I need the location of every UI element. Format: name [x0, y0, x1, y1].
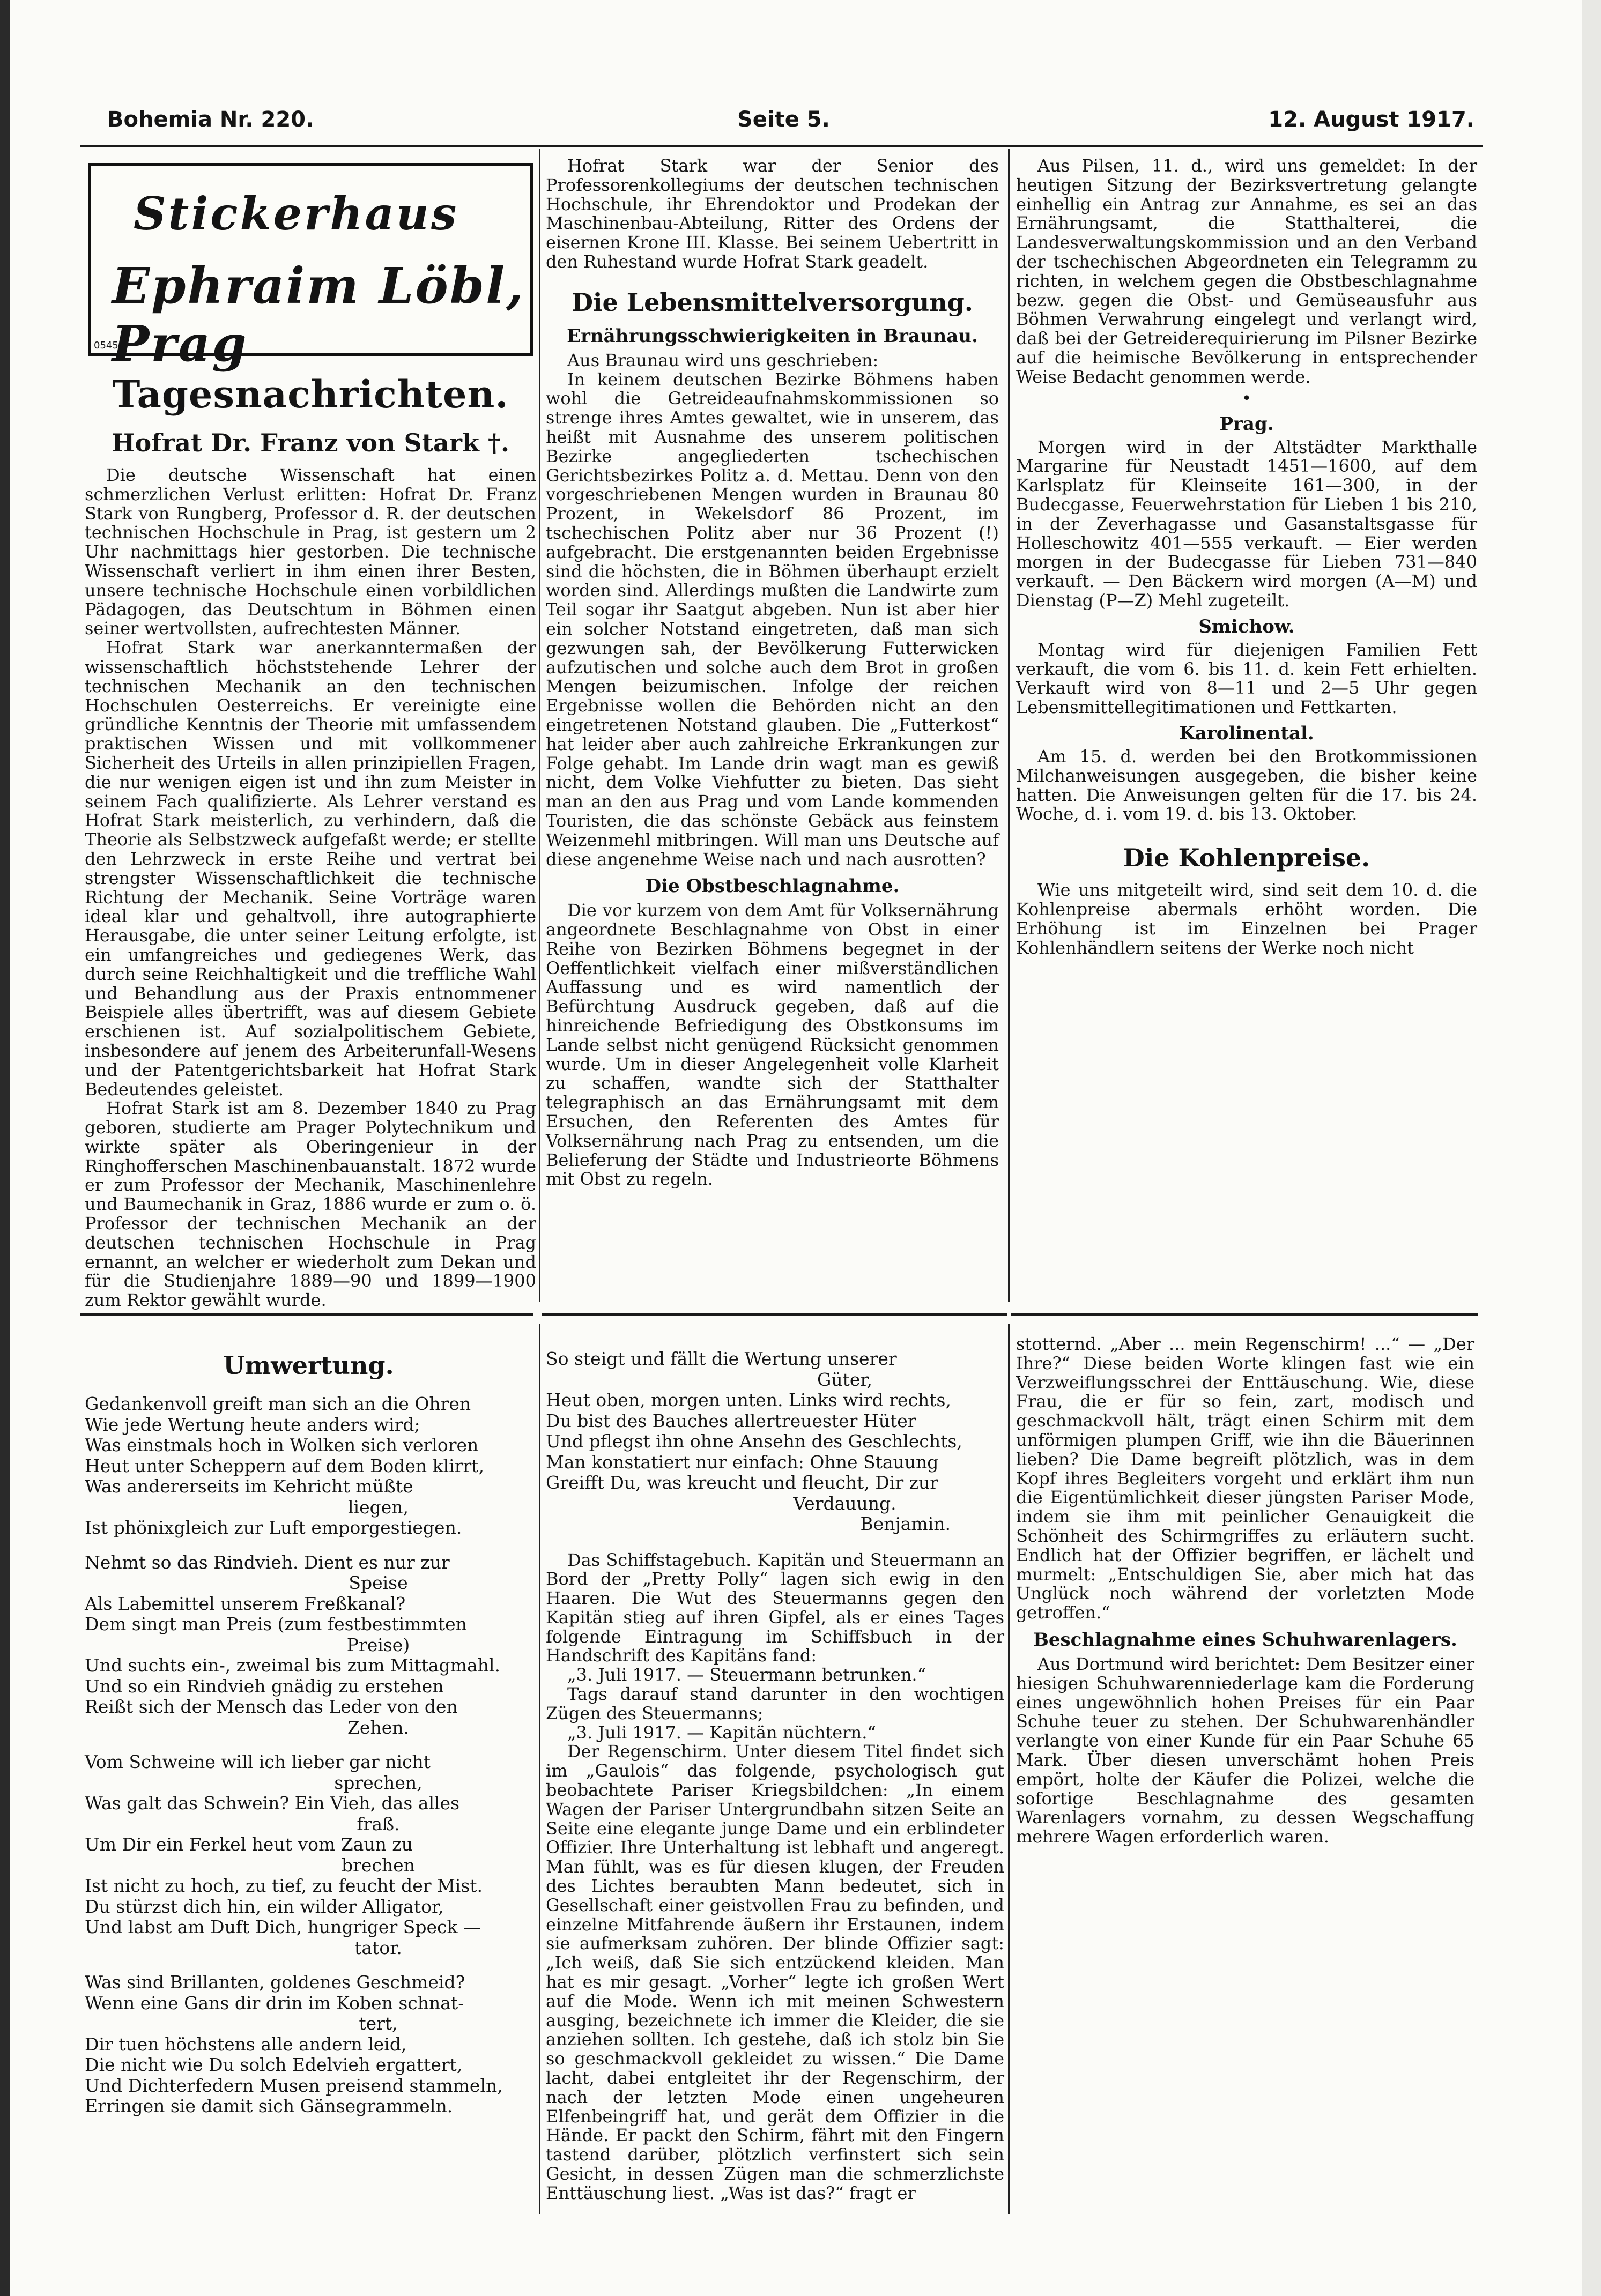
karolinental-heading: Karolinental.	[1179, 722, 1314, 744]
poem-line: Die nicht wie Du solch Edelvieh ergattert,	[85, 2054, 463, 2075]
poem-line: Greifft Du, was kreucht und fleucht, Dir zur	[546, 1472, 939, 1493]
kohlen-paragraph: Wie uns mitgeteilt wird, sind seit dem 10. d. die Kohlenpreise abermals erhöht worden. Die Erhöhung ist im Einzelnen bei Prager Kohlenhändlern seitens der Werke noch nicht	[1016, 880, 1477, 958]
schuh-paragraph: Aus Dortmund wird berichtet: Dem Besitzer einer hiesigen Schuhwarenniederlage kam die Forderung eines ungewöhnlich hohen Preises für ein Paar Schuhe teuer zu stehen. Der Schuhwarenhändler verlangte von einer Kunde für ein Paar Schuhe 65 Mark. Über diesen unverschämt hohen Preis empört, holte der Käufer die Polizei, welche die sofortige Beschlagnahme des gesamten Warenlagers vornahm, zu dessen Wegschaffung mehrere Wagen erforderlich waren.	[1016, 1653, 1474, 1847]
issue-date: 12. August 1917.	[1268, 107, 1474, 132]
schiff-quote-2: „3. Juli 1917. — Kapitän nüchtern.“	[567, 1722, 876, 1743]
pilsen-paragraph: Aus Pilsen, 11. d., wird uns gemeldet: In der heutigen Sitzung der Bezirksvertretung gelangte einhellig ein Antrag zur Annahme, es sei an das Ernährungsamt, die Statthalterei, die Landesverwaltungskommission und an den Verband der tschechischen Abgeordneten ein Telegramm zu richten, in welchem gegen die Obstbeschlagnahme bezw. gegen die Obst- und Gemüseausfuhr aus Böhmen Verwahrung eingelegt und verlangt wird, daß bei der Getreiderequirierung im Pilsner Bezirke auf die heimische Bevölkerung in entsprechender Weise Bedacht genommen werde.	[1016, 155, 1477, 387]
poem-line: Heut oben, morgen unten. Links wird rechts,	[546, 1390, 951, 1410]
poem-line: Güter,	[817, 1369, 873, 1390]
feuilleton-column-2	[546, 1335, 1004, 2214]
schuh-heading: Beschlagnahme eines Schuhwarenlagers.	[1033, 1629, 1457, 1651]
stark-paragraph-3: Hofrat Stark ist am 8. Dezember 1840 zu Prag geboren, studierte am Prager Polytechnikum und wirkte später als Oberingenieur in der Ringhofferschen Maschinenbauanstalt. 1872 wurde er zum Professor der Mechanik, Maschinenlehre und Baumechanik in Graz, 1886 wurde er zum o. ö. Professor der technischen Mechanik an der deutschen technischen Hochschule in Prag ernannt, an welcher er wiederholt zum Dekan und für die Studienjahre 1889—90 und 1899—1900 zum Rektor gewählt wurde.	[85, 1098, 536, 1311]
column-3	[1016, 157, 1477, 1293]
poem-line: Dir tuen höchstens alle andern leid,	[85, 2033, 407, 2055]
regenschirm-continuation-space	[1016, 1335, 1474, 1623]
poem-signature: Benjamin.	[860, 1513, 951, 1534]
poem-line: Ist nicht zu hoch, zu tief, zu feucht der Mist.	[85, 1875, 483, 1896]
section-title: Tagesnachrichten.	[112, 372, 509, 417]
poem-line: Was andererseits im Kehricht müßte	[85, 1476, 413, 1497]
poem	[85, 1394, 532, 2117]
poem-line: Du bist des Bauches allertreuester Hüter	[546, 1410, 916, 1431]
lebensmittel-subheadline: Ernährungsschwierigkeiten in Braunau.	[567, 325, 978, 347]
stark-headline: Hofrat Dr. Franz von Stark †.	[112, 428, 509, 457]
poem-line: Was galt das Schwein? Ein Vieh, das alles	[85, 1793, 460, 1814]
poem-line: Um Dir ein Ferkel heut vom Zaun zu	[85, 1834, 413, 1855]
schiff-paragraph-1: Das Schiffstagebuch. Kapitän und Steuermann an Bord der „Pretty Polly“ lagen sich ewig in den Haaren. Die Wut des Steuermanns gegen den Kapitän stieg auf ihren Gipfel, als er eines Tages folgende Eintragung im Schiffsbuch in der Handschrift des Kapitäns fand:	[546, 1549, 1004, 1666]
stark-paragraph-1: Die deutsche Wissenschaft hat einen schmerzlichen Verlust erlitten: Hofrat Dr. Franz Stark von Rungberg, Professor d. R. der deutschen technischen Hochschule in Prag, ist gestern um 2 Uhr nachmittags hier gestorben. Die technische Wissenschaft verliert in ihm einen ihrer Besten, unsere technische Hochschule einen vorbildlichen Pädagogen, das Deutschtum in Böhmen einen seiner wertvollsten, aufrechtesten Männer.	[85, 465, 536, 639]
poem-line: tert,	[359, 2013, 398, 2034]
poem-line: Wenn eine Gans dir drin im Koben schnat-	[85, 1992, 464, 2013]
smichow-heading: Smichow.	[1198, 615, 1295, 637]
column-1	[85, 157, 536, 1311]
poem-line: Du stürzst dich hin, ein wilder Alligator,	[85, 1896, 444, 1917]
poem-line: Preise)	[346, 1634, 410, 1655]
poem-line: brechen	[342, 1854, 415, 1876]
poem-line: Dem singt man Preis (zum festbestimmten	[85, 1614, 467, 1634]
poem-line: Und Dichterfedern Musen preisend stammeln,	[85, 2075, 503, 2096]
poem-line: Was einstmals hoch in Wolken sich verloren	[85, 1435, 479, 1455]
poem-line: Als Labemittel unserem Freßkanal?	[85, 1593, 406, 1614]
smichow-paragraph: Montag wird für diejenigen Familien Fett verkauft, die vom 6. bis 11. d. kein Fett erhielten. Verkauft wird von 8—11 und 2—5 Uhr gegen Lebensmittellegitimationen und Fettkarten.	[1016, 639, 1477, 718]
poem-line: Erringen sie damit sich Gänsegrammeln.	[85, 2096, 453, 2116]
schiff-paragraph-2: Tags darauf stand darunter in den wochtigen Zügen des Steuermanns;	[546, 1684, 1004, 1723]
stark-paragraph-4: Hofrat Stark war der Senior des Professorenkollegiums der deutschen technischen Hochschule, ihr Ehrendoktor und Prodekan der Maschinenbau-Abteilung, Ritter des Ordens der eisernen Krone III. Klasse. Bei seinem Uebertritt in den Ruhestand wurde Hofrat Stark geadelt.	[546, 155, 999, 272]
schiff-quote-1: „3. Juli 1917. — Steuermann betrunken.“	[567, 1665, 926, 1685]
poem-line: tator.	[354, 1937, 402, 1958]
poem-stanza-5	[546, 1349, 1004, 1514]
poem-line: Reißt sich der Mensch das Leder von den	[85, 1696, 458, 1717]
feuilleton-rule-3	[1011, 1313, 1478, 1316]
column-rule-2	[1008, 149, 1010, 1302]
feuilleton-rule-1	[80, 1313, 533, 1316]
feuilleton-rule-2	[542, 1313, 1007, 1316]
ad-line-1: Stickerhaus	[134, 187, 459, 240]
prag-heading: Prag.	[1219, 413, 1274, 435]
stark-paragraph-2: Hofrat Stark war anerkanntermaßen der wissenschaftlich höchststehende Lehrer der technischen Mechanik an den technischen Hochschulen Oesterreichs. Er vereinigte eine gründliche Kenntnis der Theorie mit umfassendem praktischen Wissen und mit vollkommener Sicherheit des Urteils in allen prinzipiellen Fragen, die nur wenigen eigen ist und ihn zum Meister in seinem Fach qualifizierte. Als Lehrer verstand es Hofrat Stark meisterlich, zu verhindern, daß die Theorie als Selbstzweck aufgefaßt werde; er stellte den Lehrzweck in erste Reihe und vertrat bei strengster Wissenschaftlichkeit die technische Richtung der Mechanik. Seine Vorträge waren ideal klar und gehaltvoll, ihre autographierte Herausgabe, die unter seiner Leitung erfolgte, ist ein umfangreiches und gediegenes Werk, das durch seine Reichhaltigkeit und die treffliche Wahl und Behandlung aus der Praxis entnommener Beispiele alles übertrifft, was auf diesem Gebiete erschienen ist. Auf sozialpolitischem Gebiete, insbesondere auf jenem des Arbeiterunfall-Wesens und der Patentgerichtsbarkeit hat Hofrat Stark Bedeutendes geleistet.	[85, 637, 536, 1099]
obst-subheadline: Die Obstbeschlagnahme.	[645, 875, 900, 897]
column-rule-4	[1008, 1324, 1010, 2214]
column-2	[546, 157, 999, 1293]
poem-line: Und suchts ein-, zweimal bis zum Mittagmahl.	[85, 1655, 500, 1676]
feuilleton-column-1	[85, 1335, 532, 2214]
prag-paragraph: Morgen wird in der Altstädter Markthalle Margarine für Neustadt 1451—1600, auf dem Karlsplatz für Kleinseite 161—300, in der Budecgasse, Feuerwehrstation für Lieben 1 bis 210, in der Zeverhagasse und Gasanstaltsgasse für Holleschowitz 401—555 verkauft. — Eier werden morgen in der Budecgasse für Lieben 731—840 verkauft. — Den Bäckern wird morgen (A—M) und Dienstag (P—Z) Mehl zugeteilt.	[1016, 436, 1477, 611]
separator-dot: •	[1242, 389, 1251, 408]
newspaper-issue: Bohemia Nr. 220.	[107, 107, 314, 132]
page-number: Seite 5.	[737, 107, 830, 132]
braunau-dateline: Aus Braunau wird uns geschrieben:	[567, 350, 879, 370]
poem-line: fraß.	[357, 1813, 400, 1834]
poem-line: Und labst am Duft Dich, hungriger Speck —	[85, 1916, 481, 1937]
poem-line: Heut unter Scheppern auf dem Boden klirrt,	[85, 1455, 485, 1476]
poem-line: Vom Schweine will ich lieber gar nicht	[85, 1751, 431, 1772]
ad-code: 0545	[94, 340, 118, 351]
obst-paragraph: Die vor kurzem von dem Amt für Volksernährung angeordnete Beschlagnahme von Obst in einer Reihe von Bezirken Böhmens begegnet in der Oeffentlichkeit vielfach einer mißverständlichen Auffassung und es wird namentlich der Befürchtung Ausdruck gegeben, daß auf die hinreichende Befriedigung des Obstkonsums im Lande selbst nicht genügend Rücksicht genommen wurde. Um in dieser Angelegenheit volle Klarheit zu schaffen, wandte sich der Statthalter telegraphisch an das Ernährungsamt mit dem Ersuchen, den Referenten des Amtes für Volksernährung nach Prag zu entsenden, um die Belieferung der Städte und Industrieorte Böhmens mit Obst zu regeln.	[546, 900, 999, 1190]
column-rule-1	[539, 149, 540, 1302]
karolinental-paragraph: Am 15. d. werden bei den Brotkommissionen Milchanweisungen ausgegeben, die bisher keine hatten. Die Anweisungen gelten für die 17. bis 24. Woche, d. i. vom 19. d. bis 13. Oktober.	[1016, 746, 1477, 824]
poem-stanza-3	[85, 1752, 532, 1958]
poem-line: Nehmt so das Rindvieh. Dient es nur zur	[85, 1551, 450, 1573]
poem-line: Gedankenvoll greift man sich an die Ohren	[85, 1393, 471, 1414]
page-header	[107, 107, 1474, 145]
feuilleton-column-3	[1016, 1335, 1474, 2214]
regenschirm-paragraph-continued: stotternd. „Aber ... mein Regenschirm! ...“ — „Der Ihre?“ Diese beiden Worte klingen fast wie ein Verzweiflungsschrei der Enttäuschung. Wie, diese Frau, die er für so fein, zart, modisch und geschmackvoll hält, trägt einen Schirm mit dem unförmigen plumpen Griff, wie ihn die Bäuerinnen lieben? Die Dame begreift plötzlich, was in dem Kopf ihres Begleiters vorgeht und erklärt ihm nun die Eigentümlichkeit dieser jüngsten Pariser Mode, indem sie ihm mit peinlicher Genauigkeit die Schönheit des Schirmgriffes zu erläutern sucht. Endlich hat der Offizier begriffen, er lächelt und murmelt: „Entschuldigen Sie, aber mich hat das Unglück noch während der vorletzten Mode getroffen.“	[1016, 1334, 1474, 1623]
poem-stanza-4	[85, 1972, 532, 2117]
poem-stanza-2	[85, 1552, 532, 1738]
poem-line: Was sind Brillanten, goldenes Geschmeid?	[85, 1972, 465, 1993]
poem-title: Umwertung.	[223, 1351, 394, 1380]
column-rule-3	[539, 1324, 540, 2214]
poem-line: Speise	[349, 1572, 408, 1593]
poem-line: sprechen,	[334, 1772, 423, 1793]
header-rule	[80, 145, 1483, 147]
lebensmittel-headline: Die Lebensmittelversorgung.	[572, 287, 973, 317]
poem-line: Und so ein Rindvieh gnädig zu erstehen	[85, 1675, 444, 1697]
ad-line-2: Ephraim Löbl, Prag	[112, 257, 525, 373]
poem-line: Man konstatiert nur einfach: Ohne Stauung	[546, 1451, 939, 1473]
poem-line: Ist phönixgleich zur Luft emporgestiegen.	[85, 1517, 462, 1538]
regenschirm-paragraph: Der Regenschirm. Unter diesem Titel findet sich im „Gaulois“ das folgende, psychologisch gut beobachtete Pariser Kriegsbildchen: „In einem Wagen der Pariser Untergrundbahn sitzen Seite an Seite eine elegante junge Dame und ein erblindeter Offizier. Ihre Unterhaltung ist lebhaft und angeregt. Man fühlt, was es für diesen klugen, der Freuden des Lichtes beraubten Mann bedeutet, sich in Gesellschaft einer geistvollen Frau zu befinden, und einzelne Mitfahrende äußern ihr Erstaunen, indem sie aufmerksam zuhören. Der blinde Offizier sagt: „Ich weiß, daß Sie sich entzückend kleiden. Man hat es mir gesagt. „Vorher“ legte ich großen Wert auf die Mode. Wenn ich mit meinen Schwestern ausging, bezeichnete ich immer die Kleider, die sie anziehen sollten. Ich gestehe, daß ich stolz bin Sie so geschmackvoll gekleidet zu wissen.“ Die Dame lacht, dabei entgleitet ihr der Regenschirm, der nach der letzten Mode einen ungeheuren Elfenbeingriff hat, und gerät dem Offizier in die Hände. Er packt den Schirm, fährt mit den Fingern tastend darüber, plötzlich verfinstert sich sein Gesicht, in dessen Zügen man die schmerzlichste Enttäuschung liest. „Was ist das?“ fragt er	[546, 1741, 1004, 2203]
poem-line: So steigt und fällt die Wertung unserer	[546, 1348, 897, 1369]
advertisement-box	[88, 163, 533, 373]
poem-line: liegen,	[347, 1496, 409, 1518]
poem-stanza-1	[85, 1394, 532, 1539]
poem-line: Und pflegst ihn ohne Ansehn des Geschlechts,	[546, 1431, 962, 1452]
kohlen-headline: Die Kohlenpreise.	[1123, 843, 1370, 873]
poem-line: Verdauung.	[793, 1492, 896, 1514]
poem-line: Wie jede Wertung heute anders wird;	[85, 1414, 420, 1435]
braunau-paragraph: In keinem deutschen Bezirke Böhmens haben wohl die Getreideaufnahmskommissionen so strenge ihres Amtes gewaltet, wie in unserem, das heißt mit Ausnahme des unserem politischen Bezirke angegliederten tschechischen Gerichtsbezirkes Politz a. d. Mettau. Denn von den vorgeschriebenen Mengen wurden in Braunau 80 Prozent, in Wekelsdorf 86 Prozent, im tschechischen Politz aber nur 36 Prozent (!) aufgebracht. Die erstgenannten beiden Ergebnisse sind die höchsten, die in Böhmen überhaupt erzielt worden sind. Allerdings mußten die Landwirte zum Teil sogar ihr Saatgut abgeben. Nun ist aber hier ein solcher Notstand eingetreten, daß man sich gezwungen sah, der Bevölkerung Futterwicken aufzutischen und solche auch dem Brot in großen Mengen beizumischen. Infolge der reichen Ergebnisse wollen die Behörden nicht an den eingetretenen Notstand glauben. Die „Futterkost“ hat leider aber auch zahlreiche Erkrankungen zur Folge gehabt. Im Lande drin wagt man es gewiß nicht, dem Volke Viehfutter zu bieten. Das sieht man an den aus Prag und vom Lande kommenden Touristen, die das schönste Gebäck aus feinstem Weizenmehl mitbringen. Will man uns Deutsche auf diese angenehme Weise nach und nach ausrotten?	[546, 369, 999, 870]
poem-continued	[546, 1349, 1004, 1535]
poem-line: Zehen.	[347, 1717, 409, 1738]
